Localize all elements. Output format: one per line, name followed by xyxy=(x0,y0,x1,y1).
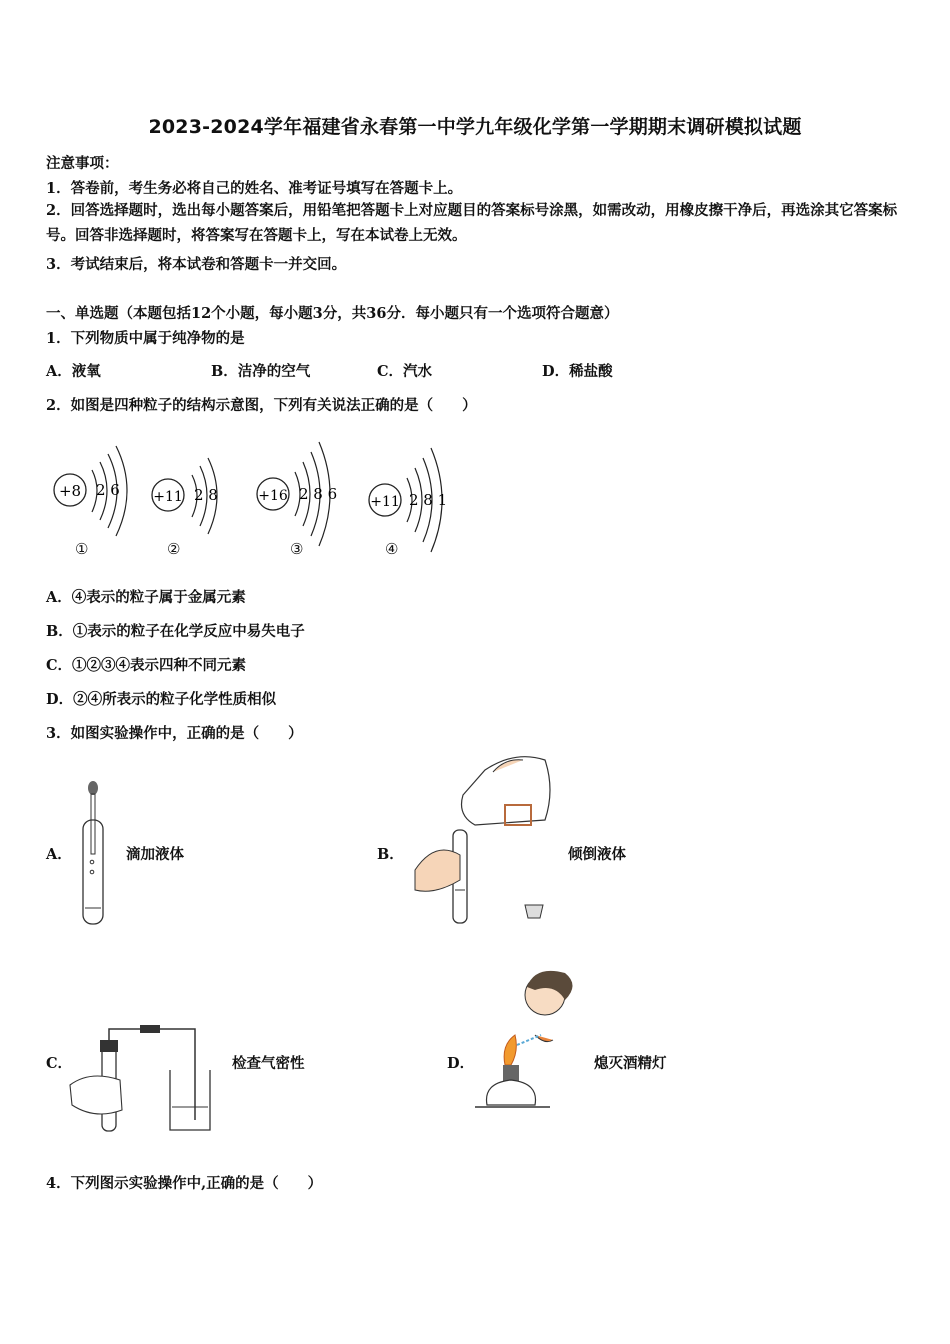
q3-stem: 3．如图实验操作中，正确的是（ ） xyxy=(46,725,303,742)
q1-option-a: A．液氧 xyxy=(46,363,101,380)
notice-item-2: 2．回答选择题时，选出每小题答案后，用铅笔把答题卡上对应题目的答案标号涂黑，如需改动，用橡皮擦干净后，再选涂其它答案标号。回答非选择题时，将答案写在答题卡上，写在本试卷上无效。 xyxy=(46,202,898,244)
alcohol-lamp-illustration xyxy=(475,965,595,1135)
particle-3-nucleus: +16 xyxy=(258,488,288,504)
q3-option-a-letter: A． xyxy=(46,846,72,863)
q3-option-d-text: 熄灭酒精灯 xyxy=(594,1055,667,1072)
q3-option-b-letter: B． xyxy=(377,846,404,863)
q2-option-d: D．②④所表示的粒子化学性质相似 xyxy=(46,691,277,708)
airtightness-check-illustration xyxy=(70,1025,220,1140)
particle-1-nucleus: +8 xyxy=(58,482,82,500)
q1-stem: 1．下列物质中属于纯净物的是 xyxy=(46,330,245,347)
particle-label-4: ④ xyxy=(385,540,399,558)
section-heading: 一、单选题（本题包括12个小题，每小题3分，共36分．每小题只有一个选项符合题意） xyxy=(46,305,619,322)
pouring-liquid-illustration xyxy=(405,750,565,930)
q2-stem: 2．如图是四种粒子的结构示意图，下列有关说法正确的是（ ） xyxy=(46,397,477,414)
q3-option-a-text: 滴加液体 xyxy=(126,846,184,863)
q3-option-d-letter: D． xyxy=(447,1055,475,1072)
particle-diagram-3 xyxy=(255,440,345,535)
q2-option-c: C．①②③④表示四种不同元素 xyxy=(46,657,247,674)
q3-option-b-text: 倾倒液体 xyxy=(568,846,626,863)
particle-label-3: ③ xyxy=(290,540,304,558)
notice-item-3: 3．考试结束后，将本试卷和答题卡一并交回。 xyxy=(46,256,347,273)
q3-option-c-letter: C． xyxy=(46,1055,73,1072)
q1-option-b: B．洁净的空气 xyxy=(211,363,311,380)
particle-2-shells: 2 8 xyxy=(194,486,218,504)
q2-option-a: A．④表示的粒子属于金属元素 xyxy=(46,589,246,606)
particle-label-1: ① xyxy=(75,540,89,558)
particle-4-shells: 2 8 1 xyxy=(409,491,448,509)
q3-option-c-text: 检查气密性 xyxy=(232,1055,305,1072)
notice-heading: 注意事项： xyxy=(46,155,119,172)
dropper-test-tube-illustration xyxy=(75,780,115,930)
particle-diagram-2 xyxy=(148,450,228,540)
particle-diagram-4 xyxy=(365,440,455,535)
q1-option-d: D．稀盐酸 xyxy=(542,363,613,380)
particle-label-2: ② xyxy=(167,540,181,558)
q4-stem: 4．下列图示实验操作中,正确的是（ ） xyxy=(46,1175,323,1192)
particle-4-nucleus: +11 xyxy=(370,494,400,510)
particle-2-nucleus: +11 xyxy=(153,489,183,505)
particle-3-shells: 2 8 6 xyxy=(299,485,338,503)
q2-option-b: B．①表示的粒子在化学反应中易失电子 xyxy=(46,623,305,640)
particle-diagram-1 xyxy=(50,440,130,530)
particle-1-shells: 2 6 xyxy=(96,481,120,499)
page-title: 2023-2024学年福建省永春第一中学九年级化学第一学期期末调研模拟试题 xyxy=(148,116,802,138)
q1-option-c: C．汽水 xyxy=(377,363,433,380)
notice-item-1: 1．答卷前，考生务必将自己的姓名、准考证号填写在答题卡上。 xyxy=(46,180,463,197)
